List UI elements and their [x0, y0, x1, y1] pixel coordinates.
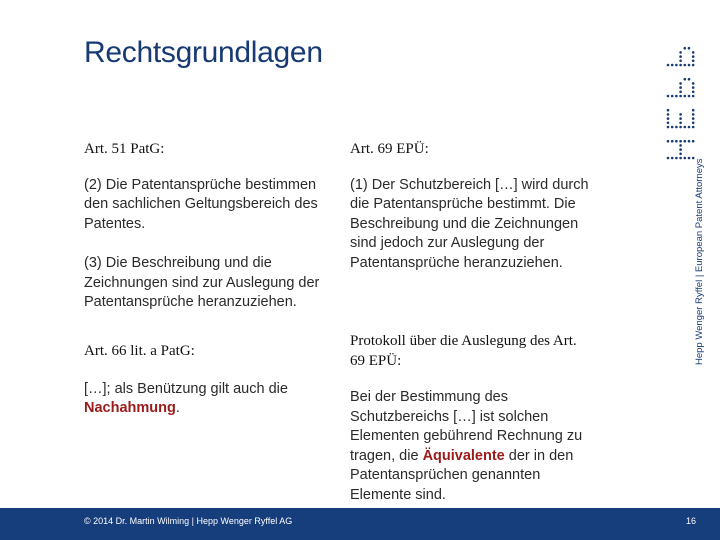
logo-dot — [675, 95, 678, 98]
logo-dot — [684, 47, 687, 50]
right-heading-protokoll: Protokoll über die Auslegung des Art. 69 EPÜ: — [350, 333, 577, 369]
logo-dot — [692, 60, 695, 63]
logo-dot — [684, 157, 687, 160]
logo-dot — [675, 126, 678, 129]
logo-dot — [667, 95, 670, 98]
logo-dot — [675, 64, 678, 67]
logo-dot — [692, 64, 695, 67]
logo-dot — [679, 95, 682, 98]
left-para-art51-3: (3) Die Beschreibung und die Zeichnungen sind zur Auslegung der Patentansprüche heranzuziehen. — [84, 255, 320, 310]
logo-dot — [688, 140, 691, 143]
logo-dot — [692, 86, 695, 89]
left-column — [84, 140, 340, 313]
left-para-art51-2: (2) Die Patentansprüche bestimmen den sachlichen Geltungsbereich des Patentes. — [84, 176, 318, 232]
logo-dot — [671, 64, 674, 67]
right-column — [350, 140, 594, 273]
logo-dot — [679, 55, 682, 58]
logo-dot — [679, 82, 682, 85]
hepp-logo — [662, 38, 702, 163]
logo-dot — [679, 144, 682, 147]
logo-dot — [692, 113, 695, 116]
logo-dot — [684, 126, 687, 129]
logo-tagline: Hepp Wenger Ryffel | European Patent Attorneys — [694, 158, 705, 365]
left-column-lower — [84, 342, 340, 419]
logo-dot — [692, 55, 695, 58]
logo-dot — [684, 64, 687, 67]
logo-dot — [692, 95, 695, 98]
logo-dot — [679, 157, 682, 160]
logo-dot — [679, 126, 682, 129]
logo-dot — [679, 153, 682, 156]
logo-dot — [679, 86, 682, 89]
logo-dot — [679, 113, 682, 116]
left-heading-art51: Art. 51 PatG: — [84, 141, 165, 157]
logo-dot — [671, 157, 674, 160]
right-para-protokoll — [350, 388, 594, 505]
right-para-protokoll-end: der in den Patentansprüchen genannten Elemente sind. — [350, 447, 574, 503]
logo-dot — [667, 140, 670, 143]
logo-dot — [688, 47, 691, 50]
logo-dot — [688, 78, 691, 81]
logo-dot — [688, 95, 691, 98]
logo-dot — [679, 140, 682, 143]
logo-dot — [679, 51, 682, 54]
footer-page-number: 16 — [685, 516, 696, 526]
left-heading-art66: Art. 66 lit. a PatG: — [84, 343, 195, 359]
logo-dot — [692, 51, 695, 54]
logo-dot — [679, 117, 682, 120]
logo-dot — [692, 109, 695, 112]
logo-dot — [667, 117, 670, 120]
logo-dot — [679, 64, 682, 67]
logo-dot — [692, 117, 695, 120]
logo-dot — [671, 140, 674, 143]
highlight-nachahmung: Nachahmung — [84, 400, 176, 416]
logo-dot — [671, 126, 674, 129]
logo-dot — [692, 122, 695, 125]
logo-dot — [679, 91, 682, 94]
highlight-aequivalente: Äquivalente — [422, 447, 505, 464]
logo-dot — [692, 140, 695, 143]
hepp-logo-mark — [662, 38, 702, 163]
footer-bar — [0, 508, 720, 540]
logo-dot — [688, 126, 691, 129]
right-para-art69-1: (1) Der Schutzbereich […] wird durch die Patentansprüche bestimmt. Die Beschreibung und die Zeichnungen sind jedoch zur Auslegung der Patentansprüche heranzuziehen. — [350, 176, 589, 271]
logo-dot — [667, 157, 670, 160]
logo-dot — [675, 140, 678, 143]
logo-dot — [667, 113, 670, 116]
slide-title: Rechtsgrundlagen — [84, 36, 323, 69]
left-para-art66 — [84, 380, 340, 419]
logo-dot — [692, 82, 695, 85]
logo-dot — [679, 148, 682, 151]
logo-dot — [667, 64, 670, 67]
logo-dot — [667, 109, 670, 112]
footer-copyright: © 2014 Dr. Martin Wilming | Hepp Wenger Ryffel AG — [84, 516, 293, 526]
logo-dot — [671, 95, 674, 98]
right-column-lower — [350, 332, 594, 505]
left-para-art66-end: . — [175, 400, 180, 416]
logo-dot — [692, 126, 695, 129]
logo-dot — [692, 91, 695, 94]
right-para-protokoll-text: Bei der Bestimmung des Schutzbereichs […] ist solchen Elementen gebührend Rechnung zu tragen, die — [350, 389, 583, 464]
logo-dot — [667, 122, 670, 125]
logo-dot — [688, 157, 691, 160]
logo-dot — [675, 157, 678, 160]
left-para-art66-text: […]; als Benützung gilt auch die — [84, 380, 288, 397]
logo-dot — [688, 64, 691, 67]
logo-dot — [684, 140, 687, 143]
logo-dot — [684, 78, 687, 81]
right-heading-art69: Art. 69 EPÜ: — [350, 141, 429, 157]
logo-dot — [679, 60, 682, 63]
logo-dot — [684, 95, 687, 98]
logo-dot — [679, 122, 682, 125]
logo-dot — [667, 126, 670, 129]
